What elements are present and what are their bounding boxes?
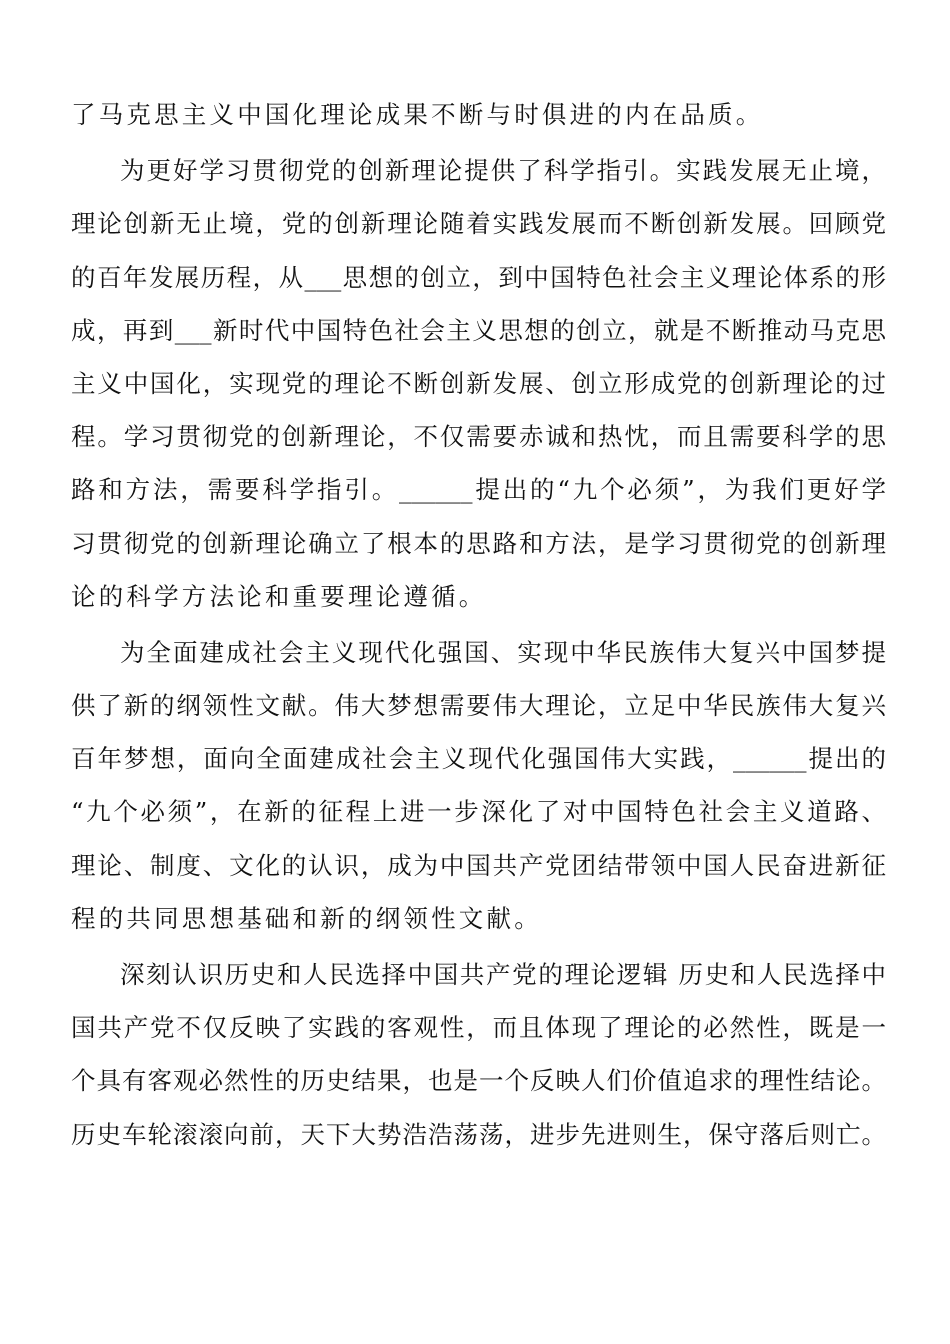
text-line: 成，再到___新时代中国特色社会主义思想的创立，就是不断推动马克思 [71, 315, 886, 345]
paragraph [71, 144, 886, 623]
text-line: 为更好学习贯彻党的创新理论提供了科学指引。实践发展无止境， [120, 156, 886, 186]
text-line: 路和方法，需要科学指引。______提出的“九个必须”，为我们更好学 [71, 475, 886, 505]
text-line: 习贯彻党的创新理论确立了根本的思路和方法，是学习贯彻党的创新理 [71, 528, 886, 558]
text-line: 了马克思主义中国化理论成果不断与时俱进的内在品质。 [71, 100, 764, 129]
text-line: 为全面建成社会主义现代化强国、实现中华民族伟大复兴中国梦提 [120, 637, 886, 667]
text-line: 国共产党不仅反映了实践的客观性，而且体现了理论的必然性，既是一 [71, 1013, 886, 1043]
text-line: 百年梦想，面向全面建成社会主义现代化强国伟大实践，______提出的 [71, 744, 886, 774]
paragraph [71, 948, 886, 1161]
text-line: 程。学习贯彻党的创新理论，不仅需要赤诚和热忱，而且需要科学的思 [71, 422, 886, 452]
text-line: 程的共同思想基础和新的纲领性文献。 [71, 903, 542, 933]
text-line: 供了新的纲领性文献。伟大梦想需要伟大理论，立足中华民族伟大复兴 [71, 691, 886, 721]
paragraph [71, 88, 886, 141]
text-line: 论的科学方法论和重要理论遵循。 [71, 581, 487, 611]
text-line: 历史车轮滚滚向前，天下大势浩浩荡荡，进步先进则生，保守落后则亡。 [71, 1119, 886, 1149]
text-line: 的百年发展历程，从___思想的创立，到中国特色社会主义理论体系的形 [71, 262, 886, 292]
text-line: 主义中国化，实现党的理论不断创新发展、创立形成党的创新理论的过 [71, 368, 886, 398]
text-line: 理论创新无止境，党的创新理论随着实践发展而不断创新发展。回顾党 [71, 209, 886, 239]
document-body [71, 88, 886, 1161]
text-line: 理论、制度、文化的认识，成为中国共产党团结带领中国人民奋进新征 [71, 850, 886, 880]
text-line: 深刻认识历史和人民选择中国共产党的理论逻辑 历史和人民选择中 [120, 960, 886, 989]
text-line: “九个必须”，在新的征程上进一步深化了对中国特色社会主义道路、 [71, 797, 886, 827]
paragraph [71, 626, 886, 945]
text-line: 个具有客观必然性的历史结果，也是一个反映人们价值追求的理性结论。 [71, 1066, 886, 1096]
